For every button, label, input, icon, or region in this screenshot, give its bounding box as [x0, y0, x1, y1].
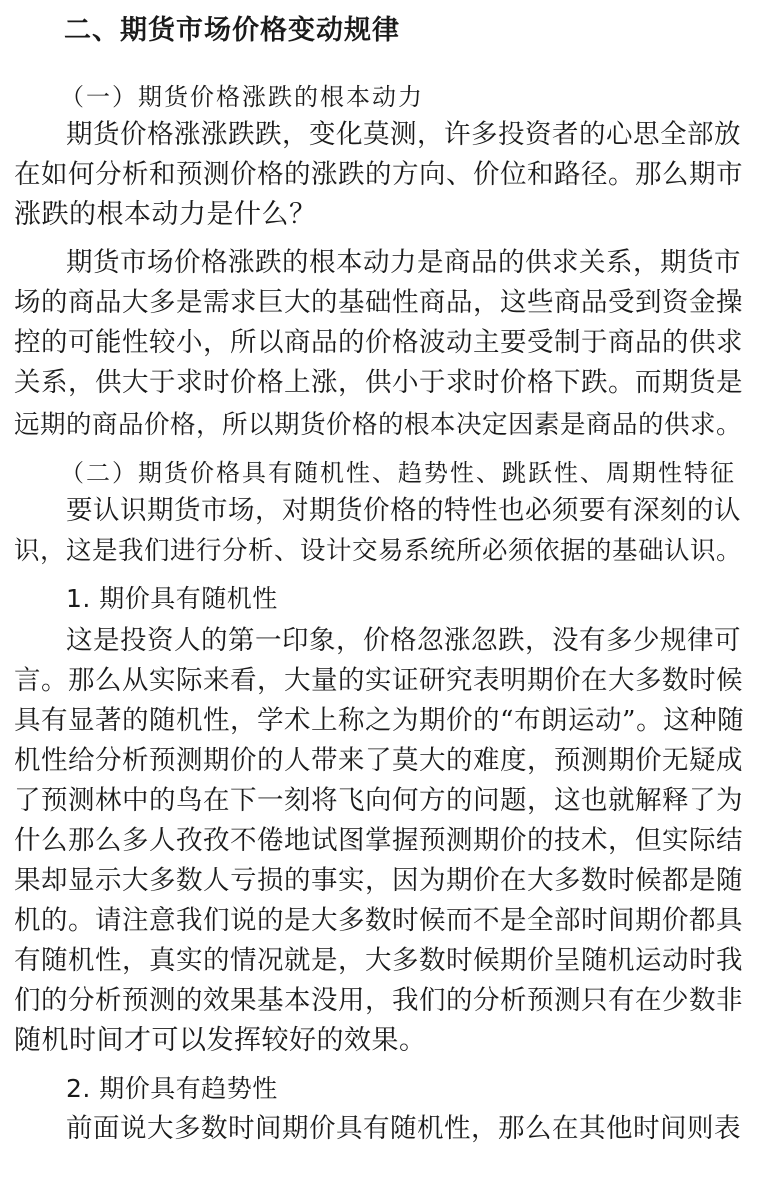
- paragraph-line: 果却显示大多数人亏损的事实，因为期价在大多数时候都是随: [14, 865, 743, 896]
- subsection-2-title: （二）期货价格具有随机性、趋势性、跳跃性、周期性特征: [60, 459, 736, 487]
- paragraph-line: 机性给分析预测期价的人带来了莫大的难度，预测期价无疑成: [14, 745, 743, 776]
- paragraph-line: 随机时间才可以发挥较好的效果。: [14, 1025, 427, 1056]
- paragraph-line: 有随机性，真实的情况就是，大多数时候期价呈随机运动时我: [14, 945, 743, 976]
- paragraph-line: 这是投资人的第一印象，价格忽涨忽跌，没有多少规律可: [66, 625, 741, 656]
- paragraph-line: 言。那么从实际来看，大量的实证研究表明期价在大多数时候: [14, 665, 743, 696]
- paragraph-line: 要认识期货市场，对期货价格的特性也必须要有深刻的认: [66, 495, 741, 526]
- paragraph-line: 具有显著的随机性，学术上称之为期价的“布朗运动”。这种随: [14, 705, 745, 736]
- paragraph-line: 涨跌的根本动力是什么？: [14, 199, 317, 230]
- paragraph-line: 了预测林中的鸟在下一刻将飞向何方的问题，这也就解释了为: [14, 785, 743, 816]
- point-2-title: 2. 期价具有趋势性: [66, 1074, 278, 1103]
- paragraph-line: 识，这是我们进行分析、设计交易系统所必须依据的基础认识。: [14, 536, 743, 566]
- paragraph-line: 前面说大多数时间期价具有随机性，那么在其他时间则表: [66, 1113, 741, 1144]
- paragraph-line: 控的可能性较小，所以商品的价格波动主要受制于商品的供求: [14, 327, 743, 358]
- subsection-1-title: （一）期货价格涨跌的根本动力: [60, 83, 424, 111]
- point-1-title: 1. 期价具有随机性: [66, 584, 278, 613]
- paragraph-line: 期货价格涨涨跌跌，变化莫测，许多投资者的心思全部放: [66, 119, 741, 150]
- paragraph-line: 远期的商品价格，所以期货价格的根本决定因素是商品的供求。: [14, 410, 743, 440]
- section-title: 二、期货市场价格变动规律: [64, 15, 400, 46]
- paragraph-line: 机的。请注意我们说的是大多数时候而不是全部时间期价都具: [14, 905, 743, 936]
- paragraph-line: 什么那么多人孜孜不倦地试图掌握预测期价的技术，但实际结: [14, 825, 743, 856]
- paragraph-line: 场的商品大多是需求巨大的基础性商品，这些商品受到资金操: [14, 287, 743, 318]
- paragraph-line: 期货市场价格涨跌的根本动力是商品的供求关系，期货市: [66, 247, 741, 278]
- paragraph-line: 关系，供大于求时价格上涨，供小于求时价格下跌。而期货是: [14, 367, 743, 398]
- paragraph-line: 在如何分析和预测价格的涨跌的方向、价位和路径。那么期市: [14, 159, 743, 190]
- paragraph-line: 们的分析预测的效果基本没用，我们的分析预测只有在少数非: [14, 985, 743, 1016]
